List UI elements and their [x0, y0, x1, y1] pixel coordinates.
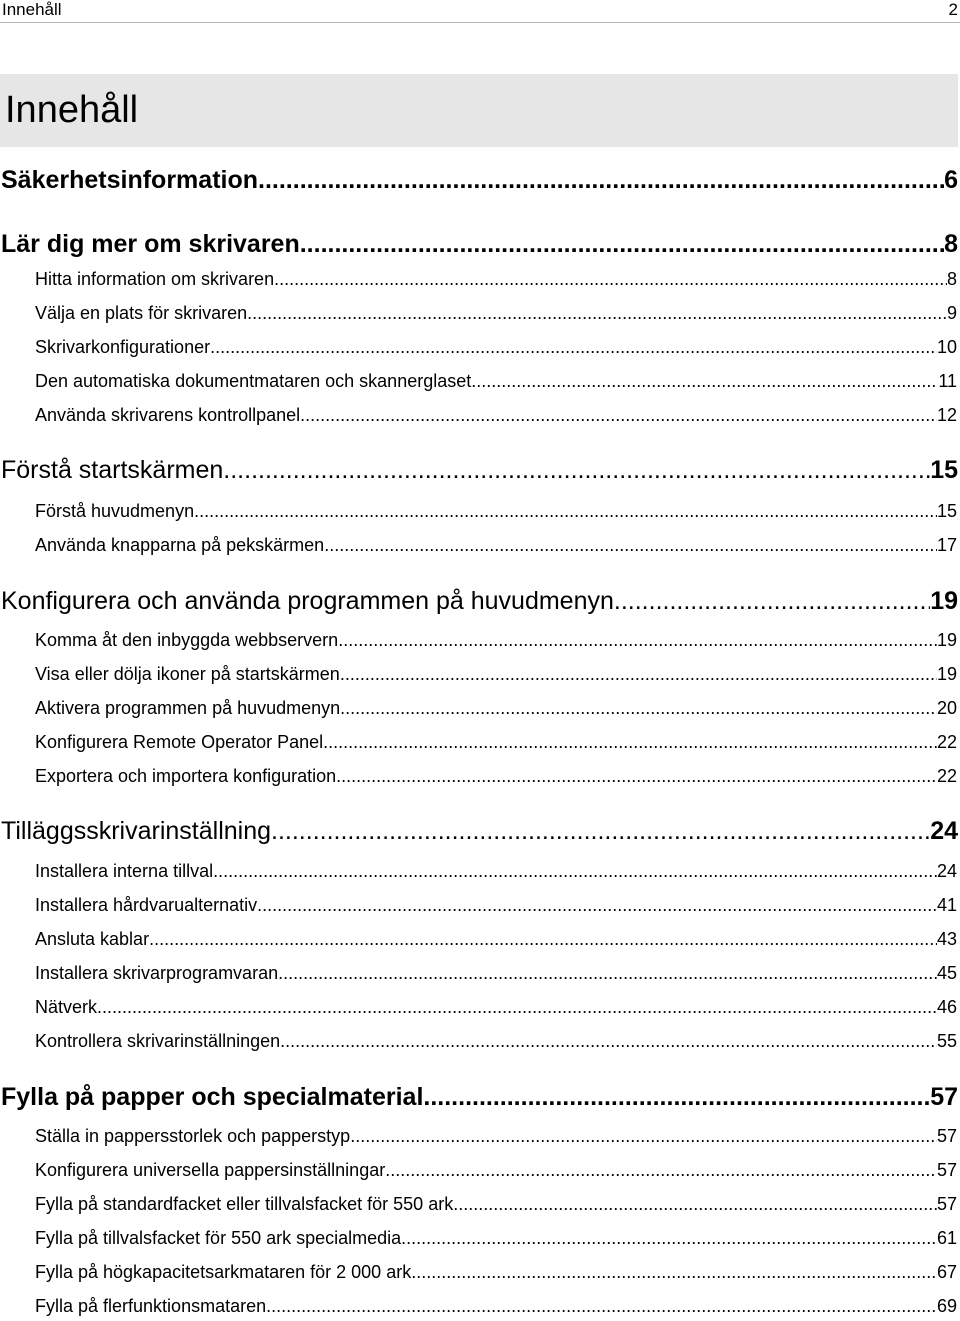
running-header: [0, 0, 960, 23]
page-title: Innehåll: [5, 89, 139, 131]
toc-page-number: 15: [930, 456, 958, 484]
toc-section[interactable]: [35, 731, 957, 753]
toc-section[interactable]: [35, 500, 957, 522]
toc-leader: [411, 1261, 937, 1283]
toc-page-number: 19: [936, 664, 957, 684]
toc-page-number: 10: [936, 337, 957, 357]
toc-page-number: 69: [936, 1296, 957, 1316]
toc-leader: [323, 731, 937, 753]
toc-leader: [271, 816, 930, 846]
toc-page-number: 19: [936, 630, 957, 650]
toc-section[interactable]: [35, 629, 957, 651]
toc-chapter-konfigurera-program[interactable]: [1, 586, 958, 616]
toc-entry-label: Konfigurera och använda programmen på huvudmenyn: [1, 587, 614, 615]
toc-leader: [278, 962, 937, 984]
toc-leader: [300, 229, 944, 259]
toc-entry-label: Fylla på flerfunktionsmataren: [35, 1296, 267, 1316]
toc-page-number: 41: [936, 895, 957, 915]
toc-page-number: 45: [936, 963, 957, 983]
toc-section[interactable]: [35, 370, 957, 392]
toc-section[interactable]: [35, 1125, 957, 1147]
toc-entry-label: Installera interna tillval: [35, 861, 214, 881]
toc-page-number: 8: [946, 269, 957, 289]
toc-section[interactable]: [35, 302, 957, 324]
toc-page-number: 22: [936, 766, 957, 786]
toc-section[interactable]: [35, 1030, 957, 1052]
toc-leader: [350, 1125, 937, 1147]
toc-section[interactable]: [35, 928, 957, 950]
toc-leader: [210, 336, 937, 358]
toc-chapter-fylla-pa-papper[interactable]: [1, 1082, 958, 1112]
toc-entry-label: Installera hårdvarualternativ: [35, 895, 258, 915]
toc-entry-label: Installera skrivarprogramvaran: [35, 963, 279, 983]
toc-leader: [274, 268, 947, 290]
toc-leader: [401, 1227, 937, 1249]
toc-leader: [97, 996, 937, 1018]
toc-leader: [614, 586, 930, 616]
toc-leader: [336, 765, 937, 787]
toc-entry-label: Kontrollera skrivarinställningen: [35, 1031, 281, 1051]
toc-page-number: 57: [936, 1194, 957, 1214]
toc-entry-label: Förstå huvudmenyn: [35, 501, 195, 521]
toc-leader: [338, 629, 937, 651]
toc-entry-label: Skrivarkonfigurationer: [35, 337, 211, 357]
toc-section[interactable]: [35, 860, 957, 882]
toc-entry-label: Tilläggsskrivarinställning: [1, 817, 272, 845]
toc-leader: [280, 1030, 937, 1052]
toc-leader: [223, 455, 930, 485]
toc-entry-label: Hitta information om skrivaren: [35, 269, 275, 289]
toc-section[interactable]: [35, 1193, 957, 1215]
toc-page-number: 57: [936, 1160, 957, 1180]
toc-entry-label: Ansluta kablar: [35, 929, 150, 949]
toc-leader: [471, 370, 938, 392]
toc-entry-label: Nätverk: [35, 997, 98, 1017]
toc-entry-label: Visa eller dölja ikoner på startskärmen: [35, 664, 340, 684]
toc-entry-label: Använda skrivarens kontrollpanel: [35, 405, 301, 425]
title-band: [0, 74, 958, 147]
toc-chapter-tillaggsskrivarinstallning[interactable]: [1, 816, 958, 846]
toc-entry-label: Välja en plats för skrivaren: [35, 303, 248, 323]
toc-section[interactable]: [35, 1227, 957, 1249]
toc-leader: [385, 1159, 937, 1181]
toc-page-number: 46: [936, 997, 957, 1017]
toc-section[interactable]: [35, 765, 957, 787]
toc-chapter-lar-dig-mer[interactable]: [1, 229, 958, 259]
toc-leader: [149, 928, 937, 950]
toc-page-number: 57: [930, 1083, 958, 1111]
header-section-name: Innehåll: [2, 0, 62, 19]
toc-section[interactable]: [35, 697, 957, 719]
toc-page-number: 20: [936, 698, 957, 718]
toc-leader: [194, 500, 937, 522]
toc-page-number: 24: [930, 817, 958, 845]
toc-leader: [453, 1193, 937, 1215]
toc-page-number: 9: [946, 303, 957, 323]
toc-leader: [213, 860, 937, 882]
toc-entry-label: Använda knapparna på pekskärmen: [35, 535, 325, 555]
toc-entry-label: Ställa in pappersstorlek och papperstyp: [35, 1126, 351, 1146]
toc-entry-label: Fylla på papper och specialmaterial: [1, 1083, 424, 1111]
toc-section[interactable]: [35, 996, 957, 1018]
toc-page-number: 24: [936, 861, 957, 881]
toc-entry-label: Fylla på standardfacket eller tillvalsfacket för 550 ark: [35, 1194, 454, 1214]
toc-chapter-forsta-startskarmen[interactable]: [1, 455, 958, 485]
toc-page-number: 55: [936, 1031, 957, 1051]
toc-entry-label: Komma åt den inbyggda webbservern: [35, 630, 339, 650]
toc-page-number: 19: [930, 587, 958, 615]
toc-leader: [324, 534, 937, 556]
toc-section[interactable]: [35, 894, 957, 916]
toc-leader: [258, 165, 944, 195]
toc-entry-label: Lär dig mer om skrivaren: [1, 230, 300, 258]
toc-entry-label: Säkerhetsinformation: [1, 166, 259, 194]
toc-section[interactable]: [35, 336, 957, 358]
toc-section[interactable]: [35, 663, 957, 685]
toc-entry-label: Aktivera programmen på huvudmenyn: [35, 698, 341, 718]
toc-entry-label: Konfigurera universella pappersinställningar: [35, 1160, 386, 1180]
toc-page-number: 61: [936, 1228, 957, 1248]
toc-page-number: 43: [936, 929, 957, 949]
toc-page-number: 12: [936, 405, 957, 425]
header-page-number: 2: [948, 0, 958, 19]
toc-section[interactable]: [35, 1261, 957, 1283]
toc-page-number: 22: [936, 732, 957, 752]
toc-page-number: 67: [936, 1262, 957, 1282]
toc-section[interactable]: [35, 404, 957, 426]
toc-page-number: 8: [944, 230, 958, 258]
toc-entry-label: Fylla på högkapacitetsarkmataren för 2 000 ark: [35, 1262, 412, 1282]
toc-leader: [340, 663, 937, 685]
toc-entry-label: Förstå startskärmen: [1, 456, 224, 484]
toc-entry-label: Konfigurera Remote Operator Panel: [35, 732, 324, 752]
toc-page-number: 11: [938, 371, 957, 391]
toc-chapter-sakerhetsinformation[interactable]: [1, 165, 958, 195]
toc-leader: [266, 1295, 937, 1317]
toc-leader: [247, 302, 947, 324]
toc-leader: [257, 894, 937, 916]
toc-page-number: 57: [936, 1126, 957, 1146]
toc-leader: [300, 404, 937, 426]
toc-page-number: 6: [944, 166, 958, 194]
toc-leader: [423, 1082, 930, 1112]
toc-page-number: 15: [936, 501, 957, 521]
toc-entry-label: Den automatiska dokumentmataren och skannerglaset: [35, 371, 472, 391]
toc-section[interactable]: [35, 534, 957, 556]
toc-entry-label: Fylla på tillvalsfacket för 550 ark specialmedia: [35, 1228, 402, 1248]
toc-entry-label: Exportera och importera konfiguration: [35, 766, 337, 786]
toc-section[interactable]: [35, 268, 957, 290]
toc-section[interactable]: [35, 962, 957, 984]
toc-leader: [340, 697, 937, 719]
toc-section[interactable]: [35, 1295, 957, 1317]
toc-page-number: 17: [936, 535, 957, 555]
toc-section[interactable]: [35, 1159, 957, 1181]
